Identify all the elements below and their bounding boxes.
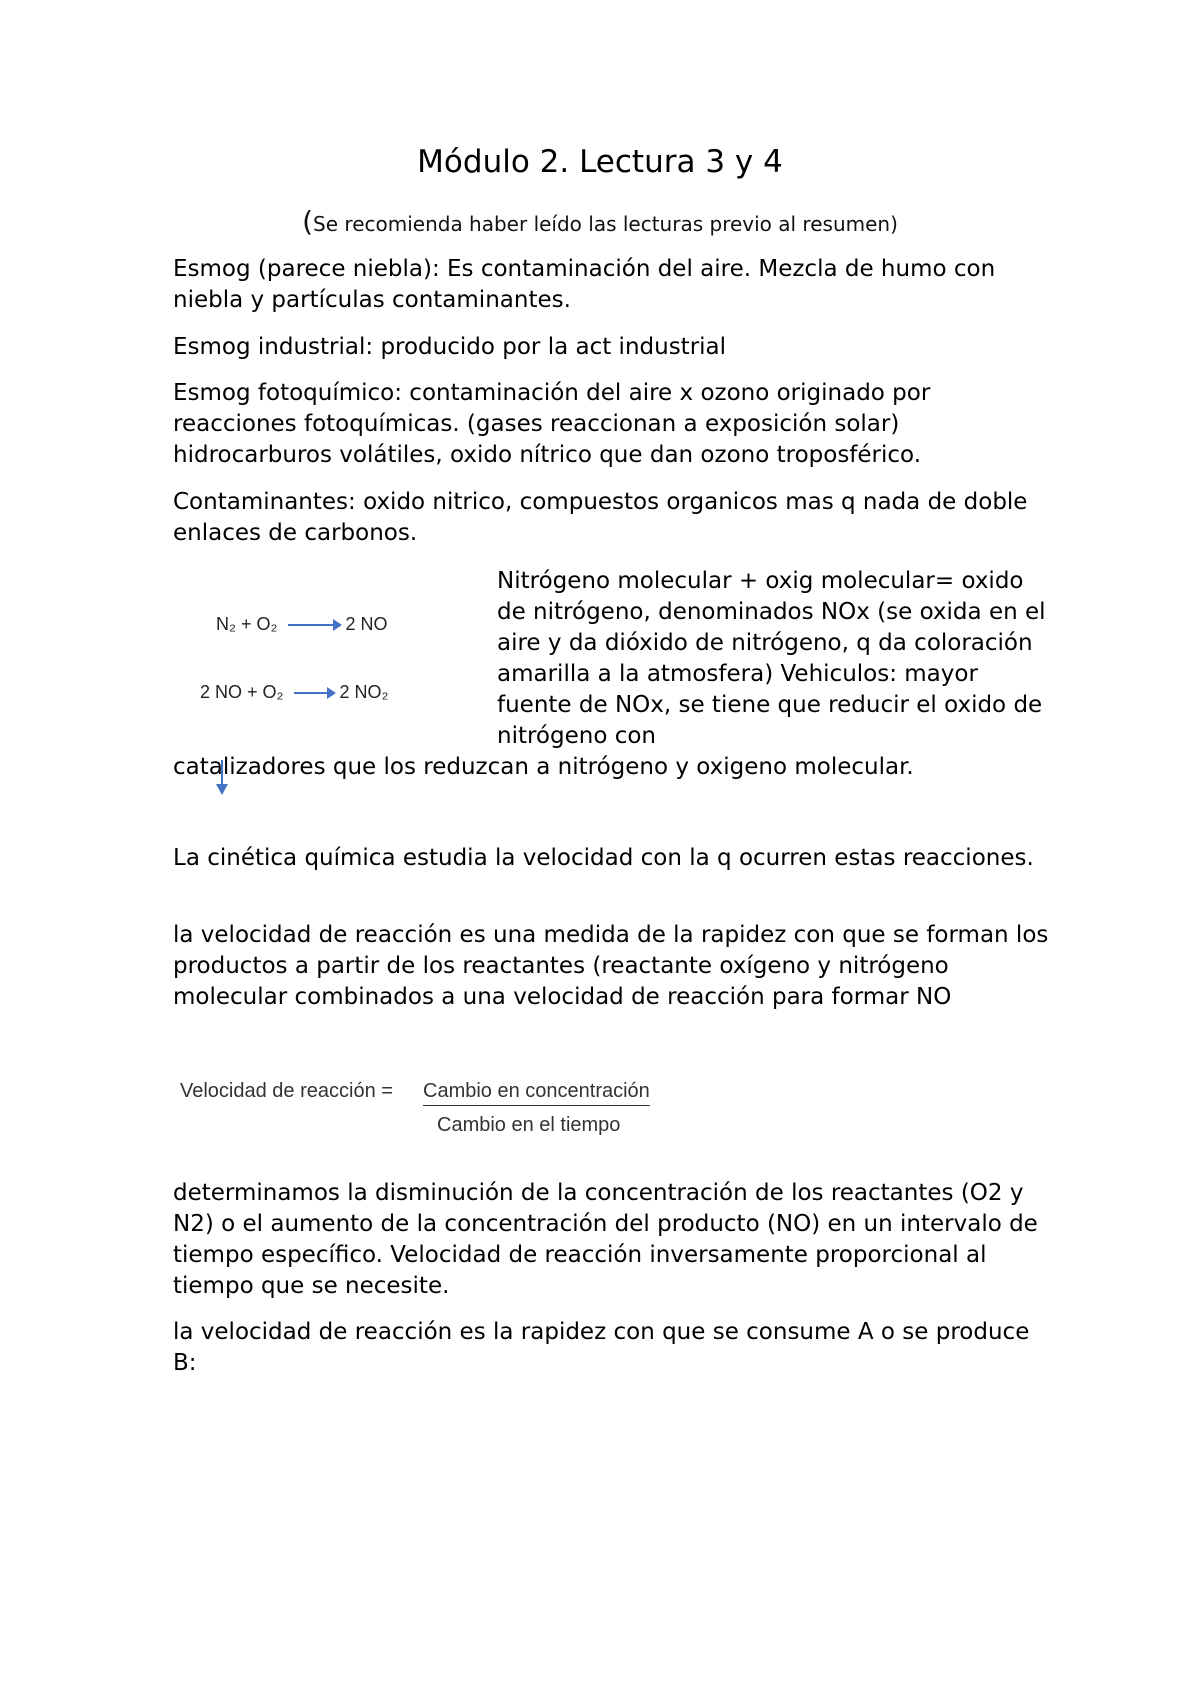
equation-1 [216,614,388,635]
formula-denominator: Cambio en el tiempo [437,1114,621,1136]
paragraph-determinamos: determinamos la disminución de la concentración de los reactantes (O2 y N2) o el aumento de la concentración del producto (NO) en un intervalo de tiempo específico. Velocidad de reacción inversamente proporcional al tiempo que se necesite. [173,1180,1038,1299]
subtitle-text: Se recomienda haber leído las lecturas previo al resumen) [313,212,898,236]
equation-1-products: 2 NO [345,614,388,634]
equation-2-reactants: 2 NO + O₂ [200,682,284,702]
formula-numerator: Cambio en concentración [423,1080,650,1106]
paragraph-velocidad-definicion: la velocidad de reacción es una medida de la rapidez con que se forman los productos a partir de los reactantes (reactante oxígeno y nitrógeno molecular combinados a una velocidad de reacción para formar NO [173,922,1049,1010]
paragraph-esmog-fotoquimico: Esmog fotoquímico: contaminación del aire x ozono originado por reacciones fotoquímicas. (gases reaccionan a exposición solar) hidrocarburos volátiles, oxido nítrico que dan ozono troposférico. [173,380,931,468]
paragraph-cinetica: La cinética química estudia la velocidad con la q ocurren estas reacciones. [173,845,1034,871]
reaction-arrow-icon [294,692,334,694]
page-title: Módulo 2. Lectura 3 y 4 [417,144,783,180]
subtitle [0,206,1200,240]
equation-1-reactants: N₂ + O₂ [216,614,278,634]
equation-2-products: 2 NO₂ [339,682,389,702]
subtitle-open-paren: ( [302,205,314,238]
paragraph-esmog-industrial: Esmog industrial: producido por la act industrial [173,334,727,360]
paragraph-nitrogeno: Nitrógeno molecular + oxig molecular= oxido de nitrógeno, denominados NOx (se oxida en el aire y da dióxido de nitrógeno, q da coloración amarilla a la atmosfera) Vehiculos: mayor fuente de NOx, se tiene que reducir el oxido de nitrógeno con [497,568,1046,749]
equation-2 [200,682,389,703]
reaction-arrow-icon [288,624,340,626]
paragraph-esmog: Esmog (parece niebla): Es contaminación del aire. Mezcla de humo con niebla y partículas contaminantes. [173,256,996,313]
paragraph-contaminantes: Contaminantes: oxido nitrico, compuestos organicos mas q nada de doble enlaces de carbonos. [173,489,1028,546]
reaction-equations-figure [190,600,450,710]
rate-formula [180,1074,700,1144]
formula-lhs: Velocidad de reacción = [180,1080,393,1102]
paragraph-consume: la velocidad de reacción es la rapidez con que se consume A o se produce B: [173,1319,1030,1376]
paragraph-nitrogeno-continuation: catalizadores que los reduzcan a nitrógeno y oxigeno molecular. [173,754,914,780]
down-arrow-icon [215,760,229,796]
